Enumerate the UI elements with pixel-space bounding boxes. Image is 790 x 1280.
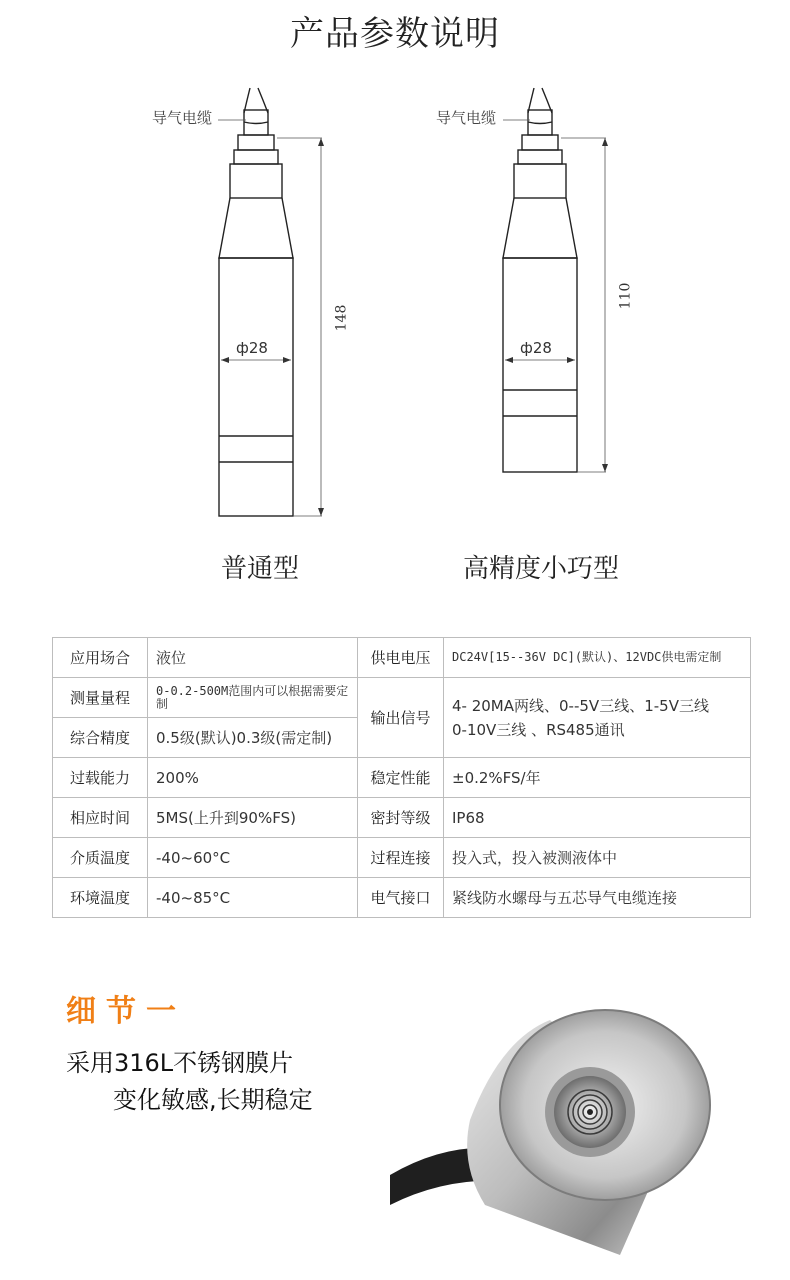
output-signal-line-1: 4- 20MA两线、0--5V三线、1-5V三线 xyxy=(452,696,709,715)
compact-sensor-drawing xyxy=(503,88,577,472)
detail-line-2: 变化敏感,长期稳定 xyxy=(113,1086,313,1114)
sensor-drawings xyxy=(0,80,790,600)
table-row xyxy=(53,838,751,878)
spec-value: 200% xyxy=(148,758,358,798)
spec-value: -40~60°C xyxy=(148,838,358,878)
spec-key: 供电电压 xyxy=(358,638,444,678)
spec-value: 紧线防水螺母与五芯导气电缆连接 xyxy=(444,878,751,918)
table-row xyxy=(53,638,751,678)
detail-title: 细节一 xyxy=(66,994,186,1029)
spec-value: 5MS(上升到90%FS) xyxy=(148,798,358,838)
spec-key: 应用场合 xyxy=(53,638,148,678)
spec-value-output xyxy=(444,678,751,758)
spec-key: 综合精度 xyxy=(53,718,148,758)
spec-key: 相应时间 xyxy=(53,798,148,838)
compact-type-label: 高精度小巧型 xyxy=(463,554,620,584)
table-row xyxy=(53,758,751,798)
dimension-diagram xyxy=(0,80,790,600)
spec-table xyxy=(52,637,751,918)
page-title: 产品参数说明 xyxy=(290,14,500,54)
detail-line-1: 采用316L不锈钢膜片 xyxy=(66,1049,294,1077)
spec-value: DC24V[15--36V DC](默认)、12VDC供电需定制 xyxy=(444,638,751,678)
spec-key: 输出信号 xyxy=(358,678,444,758)
table-row xyxy=(53,798,751,838)
spec-value: 0-0.2-500M范围内可以根据需要定制 xyxy=(148,678,358,718)
spec-value: -40~85°C xyxy=(148,878,358,918)
output-signal-line-2: 0-10V三线 、RS485通讯 xyxy=(452,720,625,739)
spec-key: 测量量程 xyxy=(53,678,148,718)
spec-value: ±0.2%FS/年 xyxy=(444,758,751,798)
spec-key: 过程连接 xyxy=(358,838,444,878)
standard-type-label: 普通型 xyxy=(221,554,300,584)
standard-length-label: 148 xyxy=(333,304,350,332)
spec-key: 介质温度 xyxy=(53,838,148,878)
sensor-diaphragm-photo xyxy=(390,1000,780,1264)
compact-diameter-label: ф28 xyxy=(520,339,552,357)
spec-key: 电气接口 xyxy=(358,878,444,918)
spec-key: 密封等级 xyxy=(358,798,444,838)
table-row xyxy=(53,878,751,918)
standard-sensor-drawing xyxy=(219,88,293,516)
spec-value: 0.5级(默认)0.3级(需定制) xyxy=(148,718,358,758)
spec-value: IP68 xyxy=(444,798,751,838)
spec-value: 投入式，投入被测液体中 xyxy=(444,838,751,878)
standard-diameter-label: ф28 xyxy=(236,339,268,357)
spec-key: 稳定性能 xyxy=(358,758,444,798)
standard-cable-label: 导气电缆 xyxy=(152,109,213,127)
compact-cable-label: 导气电缆 xyxy=(436,109,497,127)
spec-key: 环境温度 xyxy=(53,878,148,918)
compact-length-label: 110 xyxy=(617,282,634,310)
spec-key: 过载能力 xyxy=(53,758,148,798)
table-row xyxy=(53,678,751,718)
spec-value: 液位 xyxy=(148,638,358,678)
